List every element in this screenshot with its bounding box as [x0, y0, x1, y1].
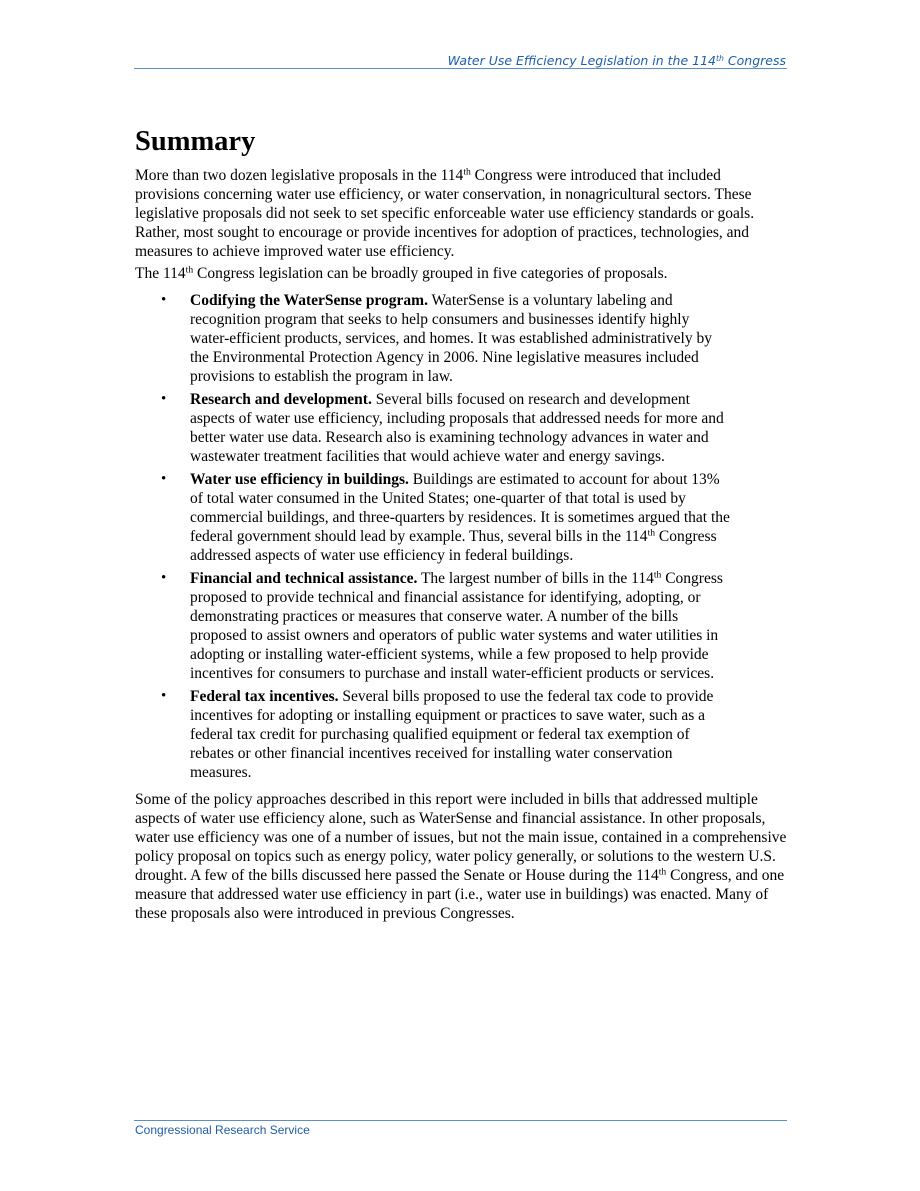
- header-rule: [134, 68, 787, 69]
- list-item-text-b: Congress proposed to provide technical and financial assistance for identifying, adopting, or demonstrating practices or measures that conserve water. A number of the bills proposed to assist owners and operators of public water systems and water utilities in adopting or installing water-efficient systems, while a few proposed to help provide incentives for consumers to purchase and install water-efficient products or services.: [190, 570, 723, 682]
- summary-section: [135, 122, 787, 926]
- list-item-superscript: th: [653, 569, 662, 581]
- closing-text-a: Some of the policy approaches described in this report were included in bills that addressed multiple aspects of water use efficiency alone, such as WaterSense and financial assistance. In other proposals, water use efficiency was one of a number of issues, but not the main issue, contained in a comprehensive policy proposal on topics such as energy policy, water policy generally, or solutions to the western U.S. drought. A few of the bills discussed here passed the Senate or House during the 114: [135, 791, 787, 884]
- list-item-title: Codifying the WaterSense program.: [190, 292, 428, 309]
- category-list: [135, 291, 787, 782]
- footer-source: Congressional Research Service: [135, 1123, 310, 1137]
- categories-text-b: Congress legislation can be broadly grouped in five categories of proposals.: [193, 265, 668, 282]
- list-item: [135, 390, 730, 466]
- list-item: [135, 291, 730, 386]
- intro-text-b: Congress were introduced that included provisions concerning water use efficiency, or water conservation, in nonagricultural sectors. These legislative proposals did not seek to set specific enforceable water use efficiency standards or goals. Rather, most sought to encourage or provide incentives for adoption of practices, technologies, and measures to achieve improved water use efficiency.: [135, 167, 755, 260]
- intro-superscript: th: [463, 166, 471, 178]
- list-item: [135, 470, 730, 565]
- running-header: [448, 53, 786, 68]
- list-item-text: WaterSense is a voluntary labeling and recognition program that seeks to help consumers and businesses identify highly water-efficient products, services, and homes. It was established administratively by the Environmental Protection Agency in 2006. Nine legislative measures included provisions to establish the program in law.: [190, 292, 712, 385]
- list-item-title: Water use efficiency in buildings.: [190, 471, 409, 488]
- page-title: Summary: [135, 126, 256, 157]
- bullet-icon: •: [161, 688, 167, 704]
- intro-text-a: More than two dozen legislative proposals in the 114: [135, 167, 464, 184]
- list-item-title: Research and development.: [190, 391, 372, 408]
- categories-text-a: The 114: [135, 265, 186, 282]
- list-item-text: The largest number of bills in the 114: [417, 570, 654, 587]
- header-superscript: th: [715, 53, 724, 63]
- list-item-text: Buildings are estimated to account for about 13% of total water consumed in the United States; one-quarter of that total is used by commercial buildings, and three-quarters by residences. It is sometimes argued that the federal government should lead by example. Thus, several bills in the 114: [190, 471, 730, 545]
- list-item-title: Federal tax incentives.: [190, 688, 339, 705]
- list-item: [135, 569, 730, 683]
- list-item-text: Several bills focused on research and development aspects of water use efficiency, including proposals that addressed needs for more and better water use data. Research also is examining technology advances in water and wastewater treatment facilities that would achieve water and energy savings.: [190, 391, 724, 465]
- closing-text-b: Congress, and one measure that addressed water use efficiency in part (i.e., water use in buildings) was enacted. Many of these proposals also were introduced in previous Congresses.: [135, 867, 785, 922]
- bullet-icon: •: [161, 292, 167, 308]
- header-title: Water Use Efficiency Legislation in the 114: [447, 53, 716, 68]
- list-item-superscript: th: [647, 527, 656, 539]
- categories-superscript: th: [185, 264, 194, 276]
- list-item-title: Financial and technical assistance.: [190, 570, 418, 587]
- list-item: [135, 687, 730, 782]
- closing-superscript: th: [658, 866, 667, 878]
- intro-paragraph: [135, 166, 787, 261]
- list-item-text-b: Congress addressed aspects of water use efficiency in federal buildings.: [190, 528, 717, 564]
- bullet-icon: •: [161, 391, 167, 407]
- header-title-suffix: Congress: [723, 53, 786, 68]
- footer-rule: [134, 1120, 787, 1121]
- closing-paragraph: [135, 790, 787, 923]
- list-item-text: Several bills proposed to use the federal tax code to provide incentives for adopting or installing equipment or practices to save water, such as a federal tax credit for purchasing qualified equipment or federal tax exemption of rebates or other financial incentives received for installing water conservation measures.: [190, 688, 714, 781]
- bullet-icon: •: [161, 471, 167, 487]
- categories-paragraph: [135, 264, 787, 283]
- bullet-icon: •: [161, 570, 167, 586]
